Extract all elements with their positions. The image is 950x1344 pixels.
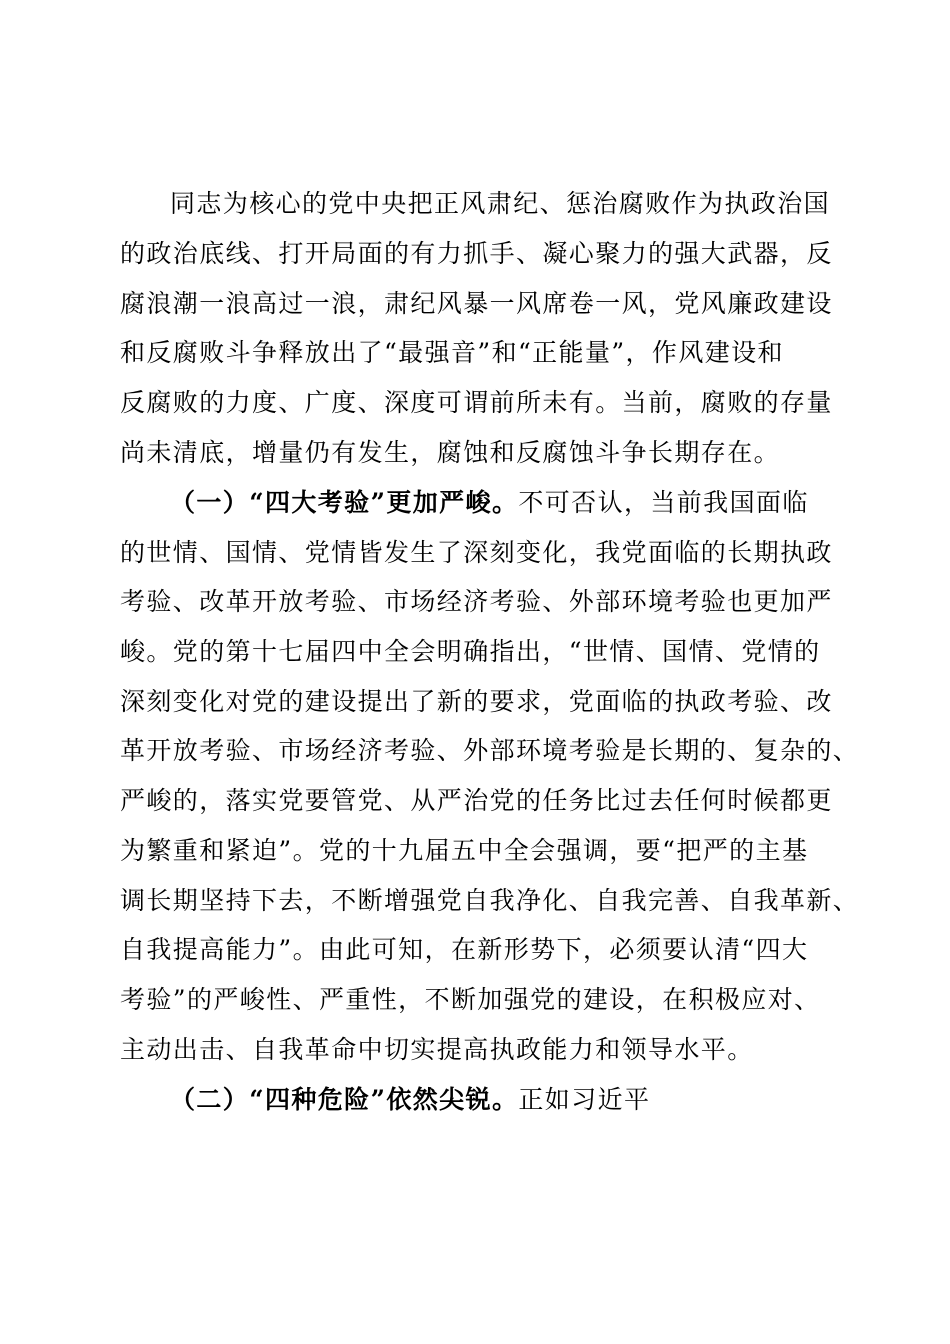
paragraph-line: 同志为核心的党中央把正风肃纪、惩治腐败作为执政治国 (170, 189, 831, 218)
paragraph-line: 和反腐败斗争释放出了“最强音”和“正能量”，作风建设和 (120, 338, 784, 367)
paragraph-line: 主动出击、自我革命中切实提高执政能力和领导水平。 (120, 1035, 754, 1064)
paragraph-line: 尚未清底，增量仍有发生，腐蚀和反腐蚀斗争长期存在。 (120, 438, 781, 467)
paragraph-line: 反腐败的力度、广度、深度可谓前所未有。当前，腐败的存量 (120, 388, 833, 417)
paragraph-line: 的世情、国情、党情皆发生了深刻变化，我党面临的长期执政 (120, 538, 833, 567)
paragraph-line: 峻。党的第十七届四中全会明确指出，“世情、国情、党情的 (120, 637, 821, 666)
section-1-first-line (170, 486, 809, 520)
paragraph-line: 严峻的，落实党要管党、从严治党的任务比过去任何时候都更 (120, 786, 833, 815)
paragraph-line: 考验、改革开放考验、市场经济考验、外部环境考验也更加严 (120, 587, 833, 616)
paragraph-line: 革开放考验、市场经济考验、外部环境考验是长期的、复杂的、 (120, 736, 860, 765)
section-2-heading: （二）“四种危险”依然尖锐。 (170, 1085, 519, 1114)
paragraph-line: 腐浪潮一浪高过一浪，肃纪风暴一风席卷一风，党风廉政建设 (120, 289, 833, 318)
paragraph-line: 自我提高能力”。由此可知，在新形势下，必须要认清“四大 (120, 935, 809, 964)
section-1-heading: （一）“四大考验”更加严峻。 (170, 488, 519, 517)
paragraph-line: 深刻变化对党的建设提出了新的要求，党面临的执政考验、改 (120, 687, 833, 716)
paragraph-line: 为繁重和紧迫”。党的十九届五中全会强调，要“把严的主基 (120, 836, 809, 865)
section-2-first-line (170, 1083, 650, 1117)
paragraph-line: 考验”的严峻性、严重性，不断加强党的建设，在积极应对、 (120, 985, 821, 1014)
section-1-text: 不可否认，当前我国面临 (518, 488, 809, 517)
paragraph-line: 的政治底线、打开局面的有力抓手、凝心聚力的强大武器，反 (120, 239, 833, 268)
section-2-text: 正如习近平 (518, 1085, 651, 1114)
paragraph-line: 调长期坚持下去，不断增强党自我净化、自我完善、自我革新、 (120, 886, 860, 915)
